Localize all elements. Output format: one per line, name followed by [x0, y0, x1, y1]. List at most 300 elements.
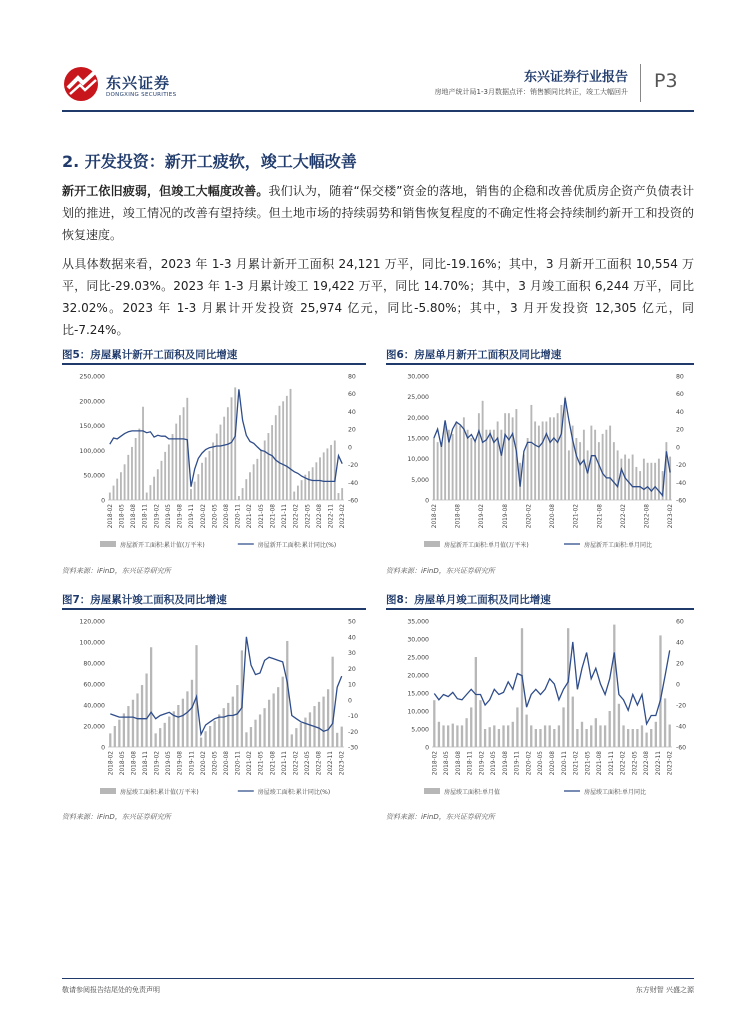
bar-59	[326, 448, 328, 500]
x-tick-label: 2022-02	[293, 751, 300, 776]
bar-36	[273, 693, 275, 747]
legend-line-label: 房屋竣工面积:单月同比	[584, 789, 647, 796]
paragraph-1-lead: 新开工依旧疲弱，但竣工大幅度改善。	[62, 184, 269, 198]
legend-bar-swatch	[100, 541, 116, 547]
x-tick-label: 2019-05	[165, 504, 172, 529]
x-tick-label: 2020-02	[526, 751, 533, 776]
bar-26	[553, 729, 555, 747]
bar-41	[622, 725, 624, 747]
y-left-tick-label: 40,000	[83, 702, 105, 710]
chart-figure-5	[62, 368, 366, 558]
x-tick-label: 2020-08	[224, 751, 230, 776]
figure-8-rule	[386, 608, 694, 610]
y-left-tick-label: 50,000	[83, 472, 105, 480]
bar-44	[309, 712, 311, 747]
bar-10	[470, 438, 472, 500]
bar-7	[141, 685, 143, 747]
y-right-tick-label: 60	[676, 618, 684, 626]
x-tick-label: 2020-11	[561, 751, 568, 776]
bar-0	[109, 733, 111, 747]
bar-7	[459, 426, 461, 500]
bar-5	[132, 700, 134, 747]
bar-47	[609, 426, 611, 500]
bar-34	[263, 708, 265, 747]
bar-5	[456, 725, 458, 747]
bar-32	[581, 722, 583, 747]
series-line	[110, 637, 341, 735]
bar-54	[635, 467, 637, 500]
x-tick-label: 2018-08	[131, 751, 138, 776]
bar-51	[297, 486, 299, 500]
bar-9	[467, 430, 469, 500]
bar-8	[470, 707, 472, 747]
bar-11	[159, 728, 161, 747]
bar-35	[268, 700, 270, 747]
x-tick-label: 2018-05	[444, 751, 451, 776]
y-right-tick-label: 40	[348, 408, 356, 416]
x-tick-label: 2020-05	[538, 751, 545, 776]
bar-44	[598, 442, 600, 500]
legend-bar-label: 房屋竣工面积:单月值	[444, 789, 501, 796]
y-left-tick-label: 0	[425, 497, 429, 505]
figure-7-source: 资料来源：iFinD，东兴证券研究所	[62, 813, 171, 821]
report-type: 东兴证券行业报告	[523, 70, 628, 85]
y-right-tick-label: 20	[348, 426, 356, 434]
bar-47	[322, 697, 324, 747]
bar-13	[493, 725, 495, 747]
y-left-tick-label: 150,000	[79, 423, 105, 431]
x-tick-label: 2020-02	[200, 751, 207, 776]
bar-62	[338, 493, 340, 500]
bar-9	[475, 657, 477, 747]
bar-47	[282, 401, 284, 500]
bar-24	[544, 725, 546, 747]
x-tick-label: 2019-02	[479, 504, 486, 529]
bar-8	[138, 429, 140, 500]
bar-39	[286, 641, 288, 747]
bar-43	[267, 433, 269, 500]
x-tick-label: 2021-11	[281, 751, 288, 776]
bar-45	[602, 434, 604, 500]
bar-15	[177, 705, 179, 747]
bar-37	[277, 687, 279, 747]
bar-37	[604, 725, 606, 747]
bar-7	[465, 718, 467, 747]
x-tick-label: 2021-08	[597, 751, 604, 776]
x-tick-label: 2019-08	[177, 751, 184, 776]
y-left-tick-label: 20,000	[83, 723, 105, 731]
y-left-tick-label: 15,000	[407, 690, 429, 698]
x-tick-label: 2021-11	[282, 504, 289, 529]
y-right-tick-label: -20	[348, 728, 359, 736]
x-tick-label: 2020-11	[235, 504, 242, 529]
bar-38	[609, 711, 611, 747]
bar-22	[535, 729, 537, 747]
y-right-tick-label: -60	[676, 497, 687, 505]
bar-50	[620, 459, 622, 500]
bar-40	[256, 459, 258, 500]
x-tick-label: 2021-02	[573, 504, 580, 529]
y-left-tick-label: 30,000	[407, 373, 429, 381]
figure-6-source: 资料来源：iFinD，东兴证券研究所	[386, 567, 495, 575]
bar-5	[127, 455, 129, 500]
bar-48	[286, 396, 288, 500]
y-left-tick-label: 60,000	[83, 681, 105, 689]
bar-3	[447, 725, 449, 747]
bar-1	[113, 486, 115, 500]
bar-11	[474, 442, 476, 500]
x-tick-label: 2021-02	[573, 751, 580, 776]
bar-38	[249, 472, 251, 500]
bar-23	[214, 721, 216, 747]
bar-14	[173, 711, 175, 747]
bar-39	[579, 442, 581, 500]
bar-50	[664, 698, 666, 747]
x-tick-label: 2019-08	[502, 751, 509, 776]
x-tick-label: 2020-08	[550, 504, 556, 529]
x-tick-label: 2021-05	[258, 751, 265, 776]
x-tick-label: 2018-02	[432, 751, 439, 776]
bar-12	[164, 723, 166, 747]
y-right-tick-label: -30	[348, 744, 359, 752]
brand-name: 东兴证券	[106, 74, 171, 92]
bar-45	[275, 415, 277, 500]
bar-32	[254, 720, 256, 747]
bar-10	[146, 493, 148, 500]
bar-16	[182, 699, 184, 747]
bar-43	[594, 430, 596, 500]
x-tick-label: 2018-11	[142, 504, 149, 529]
x-tick-label: 2018-02	[108, 751, 115, 776]
chart-svg	[386, 613, 694, 805]
bar-9	[142, 407, 144, 500]
y-left-tick-label: 5,000	[411, 476, 429, 484]
x-tick-label: 2022-11	[328, 504, 335, 529]
bar-3	[444, 426, 446, 500]
figure-5-title: 图5：房屋累计新开工面积及同比增速	[62, 349, 238, 361]
x-tick-label: 2021-05	[258, 504, 265, 529]
bar-26	[205, 457, 207, 500]
x-tick-label: 2023-02	[340, 504, 347, 529]
x-tick-label: 2020-02	[526, 504, 533, 529]
y-right-tick-label: 30	[348, 650, 356, 657]
bar-17	[512, 722, 514, 747]
y-right-tick-label: 40	[676, 408, 684, 416]
chart-svg	[62, 613, 366, 805]
x-tick-label: 2020-08	[224, 504, 230, 529]
y-left-tick-label: 20,000	[407, 414, 429, 422]
x-tick-label: 2021-11	[608, 751, 615, 776]
bar-25	[223, 708, 225, 747]
bar-44	[271, 425, 273, 500]
bar-16	[507, 725, 509, 747]
x-tick-label: 2021-08	[597, 504, 604, 529]
bar-31	[576, 729, 578, 747]
bar-23	[194, 482, 196, 500]
y-left-tick-label: 20,000	[407, 672, 429, 680]
bar-15	[502, 725, 504, 747]
bar-28	[212, 442, 214, 500]
bar-28	[538, 426, 540, 500]
bar-60	[658, 459, 660, 500]
bar-31	[549, 417, 551, 500]
bar-20	[525, 715, 527, 747]
x-tick-label: 2019-02	[479, 751, 486, 776]
x-tick-label: 2023-02	[668, 504, 675, 529]
bar-49	[617, 450, 619, 500]
y-left-tick-label: 80,000	[83, 660, 105, 668]
page-number: P3	[654, 70, 678, 92]
bar-18	[175, 424, 177, 500]
bar-59	[654, 463, 656, 500]
report-subtitle: 房地产统计局1-3月数据点评：销售额同比转正，竣工大幅回升	[434, 88, 628, 96]
bar-14	[498, 729, 500, 747]
y-left-tick-label: 200,000	[79, 398, 105, 406]
x-tick-label: 2022-02	[293, 504, 300, 529]
bar-10	[479, 700, 481, 747]
bar-57	[319, 457, 321, 500]
y-right-tick-label: -40	[676, 479, 687, 487]
x-tick-label: 2020-11	[235, 751, 242, 776]
y-right-tick-label: 0	[348, 697, 352, 705]
bar-31	[250, 727, 252, 747]
x-tick-label: 2019-08	[502, 504, 509, 529]
header-divider	[640, 64, 641, 102]
bar-27	[558, 725, 560, 747]
paragraph-1-body: 我们认为，随着“保交楼”资金的落地，销售的企稳和改善优质房企资产负债表计划的推进，竣工情况的改善有望持续。但土地市场的持续弱势和销售恢复程度的不确定性将会持续制约新开工和投资的恢复速度。	[62, 184, 694, 242]
x-tick-label: 2018-02	[107, 504, 114, 529]
x-tick-label: 2018-05	[119, 751, 126, 776]
bar-30	[220, 425, 222, 500]
y-left-tick-label: 35,000	[407, 618, 429, 626]
bar-4	[452, 724, 454, 747]
series-line	[434, 642, 669, 724]
legend-bar-label: 房屋新开工面积:累计值(万平米)	[120, 542, 205, 549]
series-line	[434, 398, 670, 496]
bar-20	[200, 738, 202, 747]
bar-18	[500, 430, 502, 500]
x-tick-label: 2022-08	[644, 504, 651, 529]
x-tick-label: 2020-02	[200, 504, 207, 529]
bar-2	[118, 720, 120, 747]
bar-33	[259, 714, 261, 747]
legend-bar-swatch	[424, 541, 440, 547]
figure-6-title: 图6：房屋单月新开工面积及同比增速	[386, 349, 562, 361]
y-right-tick-label: -20	[676, 702, 687, 710]
bar-29	[542, 421, 544, 500]
bar-13	[157, 469, 159, 500]
bar-33	[231, 397, 233, 500]
bar-38	[575, 438, 577, 500]
bar-25	[527, 438, 529, 500]
bar-23	[539, 729, 541, 747]
y-right-tick-label: 20	[348, 665, 356, 673]
bar-17	[497, 421, 499, 500]
bar-43	[632, 729, 634, 747]
y-right-tick-label: -10	[348, 713, 359, 720]
bar-41	[587, 450, 589, 500]
bar-42	[627, 729, 629, 747]
x-tick-label: 2018-02	[431, 504, 438, 529]
bar-0	[433, 700, 435, 747]
bar-51	[669, 725, 671, 747]
bar-36	[599, 725, 601, 747]
bar-41	[260, 449, 262, 500]
y-left-tick-label: 30,000	[407, 636, 429, 644]
chart-figure-7	[62, 613, 366, 805]
y-left-tick-label: 10,000	[407, 456, 429, 464]
bar-52	[301, 480, 303, 500]
bar-51	[341, 727, 343, 747]
y-right-tick-label: 50	[348, 618, 356, 626]
legend-bar-swatch	[100, 788, 116, 794]
bar-25	[549, 725, 551, 747]
bar-46	[645, 733, 647, 747]
bar-0	[109, 493, 111, 500]
x-tick-label: 2022-08	[644, 751, 651, 776]
x-tick-label: 2022-02	[620, 504, 627, 529]
bar-29	[567, 628, 569, 747]
y-left-tick-label: 100,000	[79, 447, 105, 455]
y-right-tick-label: -40	[676, 723, 687, 731]
bar-48	[613, 442, 615, 500]
bar-34	[560, 405, 562, 500]
y-right-tick-label: 20	[676, 660, 684, 668]
bar-29	[216, 434, 218, 500]
bar-16	[168, 444, 170, 500]
bar-35	[564, 397, 566, 500]
paragraph-1	[62, 180, 694, 246]
bar-2	[442, 725, 444, 747]
bar-2	[440, 442, 442, 500]
bar-48	[327, 689, 329, 747]
bar-32	[227, 407, 229, 500]
bar-35	[595, 718, 597, 747]
y-left-tick-label: 100,000	[79, 639, 105, 647]
bar-42	[300, 723, 302, 747]
x-tick-label: 2019-11	[189, 751, 196, 776]
bar-49	[659, 635, 661, 747]
bar-50	[336, 733, 338, 747]
bar-2	[116, 479, 118, 500]
y-right-tick-label: 60	[348, 391, 356, 399]
legend-bar-label: 房屋竣工面积:累计值(万平米)	[120, 789, 199, 796]
bar-24	[218, 714, 220, 747]
bar-34	[590, 725, 592, 747]
paragraph-2: 从具体数据来看，2023 年 1-3 月累计新开工面积 24,121 万平，同比-19.16%；其中，3 月新开工面积 10,554 万平，同比-29.03%。2023 年 1-3 月累计竣工 19,422 万平，同比 14.70%；其中，3 月竣工面积 6,244 万平，同比 32.02%。2023 年 1-3 月累计开发投资 25,974 亿元，同比-5.80%；其中，3 月开发投资 12,305 亿元，同比-7.24%。	[62, 257, 694, 337]
bar-44	[636, 729, 638, 747]
bar-36	[568, 450, 570, 500]
y-right-tick-label: 20	[676, 426, 684, 434]
y-left-tick-label: 0	[101, 744, 105, 752]
bar-15	[164, 452, 166, 500]
bar-22	[190, 489, 192, 500]
bar-5	[452, 434, 454, 500]
y-right-tick-label: 0	[676, 681, 680, 689]
x-tick-label: 2022-02	[620, 751, 627, 776]
x-tick-label: 2021-08	[270, 751, 277, 776]
y-left-tick-label: 5,000	[411, 726, 429, 734]
y-left-tick-label: 250,000	[79, 373, 105, 381]
y-right-tick-label: 0	[676, 444, 680, 452]
bar-19	[521, 628, 523, 747]
bar-33	[557, 413, 559, 500]
bar-42	[264, 440, 266, 500]
x-tick-label: 2021-05	[585, 751, 592, 776]
bar-36	[242, 488, 244, 500]
x-tick-label: 2018-08	[131, 504, 138, 529]
bar-53	[632, 455, 634, 500]
bar-38	[282, 677, 284, 747]
chart-figure-8	[386, 613, 694, 805]
x-tick-label: 2019-11	[189, 504, 196, 529]
bar-56	[315, 462, 317, 500]
bar-15	[489, 430, 491, 500]
bar-24	[197, 474, 199, 500]
header-rule	[62, 110, 694, 112]
bar-28	[236, 685, 238, 747]
figure-5-source: 资料来源：iFinD，东兴证券研究所	[62, 567, 171, 575]
x-tick-label: 2019-02	[154, 504, 161, 529]
bar-43	[304, 718, 306, 747]
bar-63	[341, 488, 343, 500]
y-left-tick-label: 25,000	[407, 394, 429, 402]
x-tick-label: 2020-08	[550, 751, 556, 776]
bar-46	[318, 702, 320, 747]
bar-46	[279, 406, 281, 500]
x-tick-label: 2018-11	[142, 751, 149, 776]
bar-12	[489, 727, 491, 747]
bar-31	[223, 417, 225, 500]
bar-49	[290, 389, 292, 500]
y-right-tick-label: 60	[676, 391, 684, 399]
x-tick-label: 2018-08	[455, 751, 462, 776]
x-tick-label: 2022-08	[316, 504, 323, 529]
y-right-tick-label: 10	[348, 681, 356, 689]
bar-18	[516, 707, 518, 747]
y-left-tick-label: 10,000	[407, 708, 429, 716]
y-right-tick-label: -60	[676, 744, 687, 752]
bar-6	[455, 421, 457, 500]
bar-6	[131, 447, 133, 500]
series-line	[110, 389, 342, 486]
logo-mark-icon	[62, 64, 102, 104]
y-left-tick-label: 15,000	[407, 435, 429, 443]
bar-9	[150, 647, 152, 747]
x-tick-label: 2023-02	[667, 751, 674, 776]
bar-26	[530, 405, 532, 500]
bar-0	[433, 438, 435, 500]
chart-figure-6	[386, 368, 694, 558]
bar-3	[120, 472, 122, 500]
bar-11	[484, 729, 486, 747]
bar-18	[191, 680, 193, 747]
bar-12	[153, 477, 155, 500]
bar-4	[127, 706, 129, 747]
bar-14	[161, 461, 163, 500]
bar-26	[227, 703, 229, 747]
bar-27	[534, 421, 536, 500]
bar-52	[628, 459, 630, 500]
figure-7-rule	[62, 608, 366, 610]
legend-bar-label: 房屋新开工面积:单月值(万平米)	[444, 542, 529, 549]
bar-3	[123, 713, 125, 747]
bar-32	[553, 417, 555, 500]
bar-56	[643, 459, 645, 500]
x-tick-label: 2022-05	[305, 751, 312, 776]
bar-42	[590, 426, 592, 500]
bar-41	[295, 728, 297, 747]
